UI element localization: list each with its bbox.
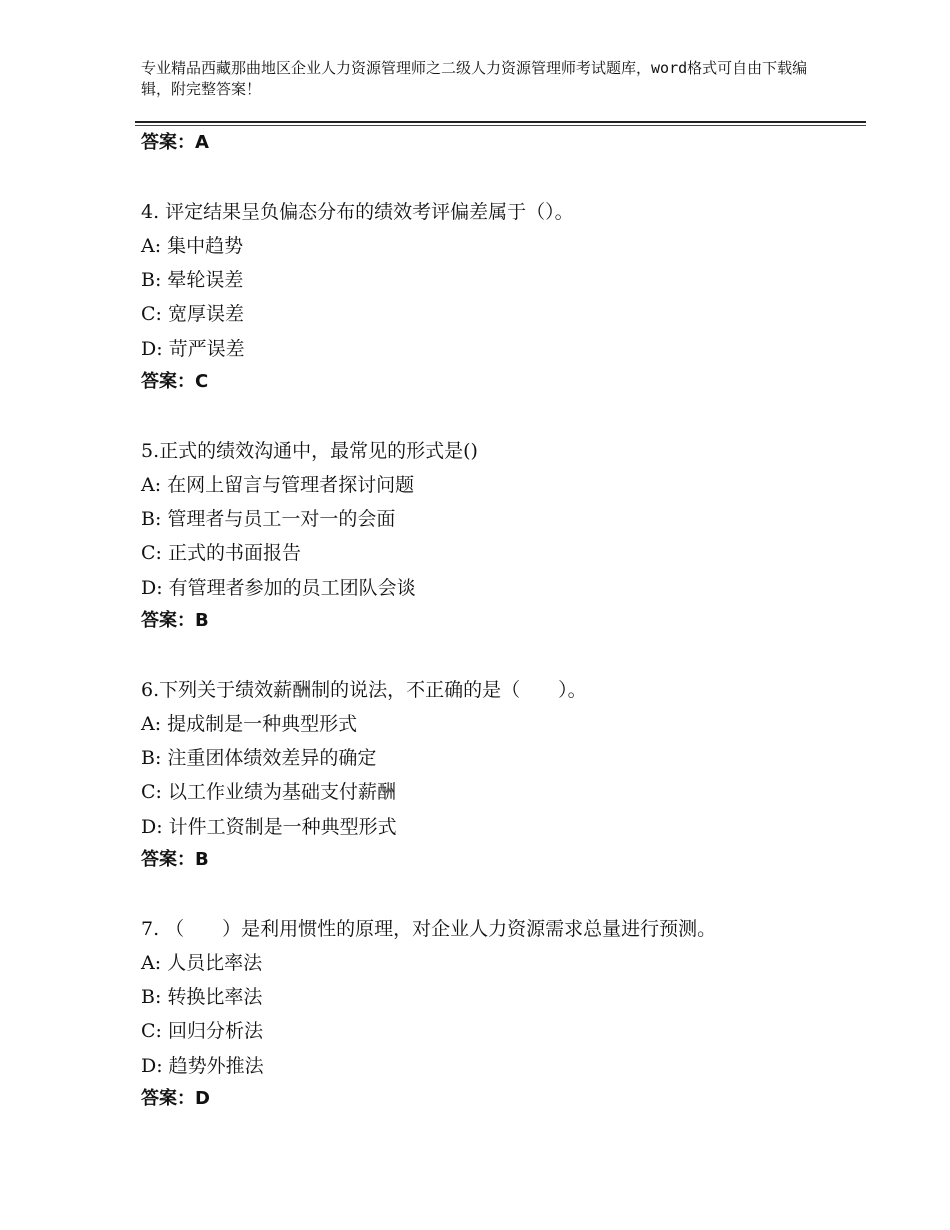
- header-divider-thick: [135, 121, 866, 123]
- option-d: D: 计件工资制是一种典型形式: [141, 816, 397, 838]
- option-d: D: 趋势外推法: [141, 1055, 264, 1077]
- option-a: A: 在网上留言与管理者探讨问题: [141, 474, 415, 496]
- option-c: C: 宽厚误差: [141, 303, 244, 325]
- answer-line: 答案：C: [141, 371, 209, 392]
- header-divider-thin: [135, 125, 866, 126]
- option-d: D: 有管理者参加的员工团队会谈: [141, 577, 416, 599]
- option-b: B: 晕轮误差: [141, 269, 244, 291]
- question-text: 5.正式的绩效沟通中，最常见的形式是(): [141, 440, 478, 462]
- option-b: B: 注重团体绩效差异的确定: [141, 747, 377, 769]
- question-text: 6.下列关于绩效薪酬制的说法，不正确的是（ ）。: [141, 679, 587, 701]
- answer-line: 答案：B: [141, 610, 209, 631]
- option-c: C: 正式的书面报告: [141, 542, 301, 564]
- option-d: D: 苛严误差: [141, 338, 245, 360]
- option-a: A: 人员比率法: [141, 952, 263, 974]
- option-c: C: 以工作业绩为基础支付薪酬: [141, 781, 396, 803]
- answer-line: 答案：B: [141, 849, 209, 870]
- document-header: 专业精品西藏那曲地区企业人力资源管理师之二级人力资源管理师考试题库，word格式可自由下载编辑，附完整答案！: [141, 59, 808, 98]
- option-a: A: 提成制是一种典型形式: [141, 713, 358, 735]
- option-c: C: 回归分析法: [141, 1020, 263, 1042]
- answer-line: 答案：D: [141, 1088, 210, 1109]
- answer-line: 答案：A: [141, 132, 209, 153]
- question-text: 4. 评定结果呈负偏态分布的绩效考评偏差属于（）。: [141, 201, 574, 223]
- question-text: 7. （ ）是利用惯性的原理，对企业人力资源需求总量进行预测。: [141, 918, 717, 940]
- option-a: A: 集中趋势: [141, 235, 244, 257]
- option-b: B: 管理者与员工一对一的会面: [141, 508, 396, 530]
- option-b: B: 转换比率法: [141, 986, 263, 1008]
